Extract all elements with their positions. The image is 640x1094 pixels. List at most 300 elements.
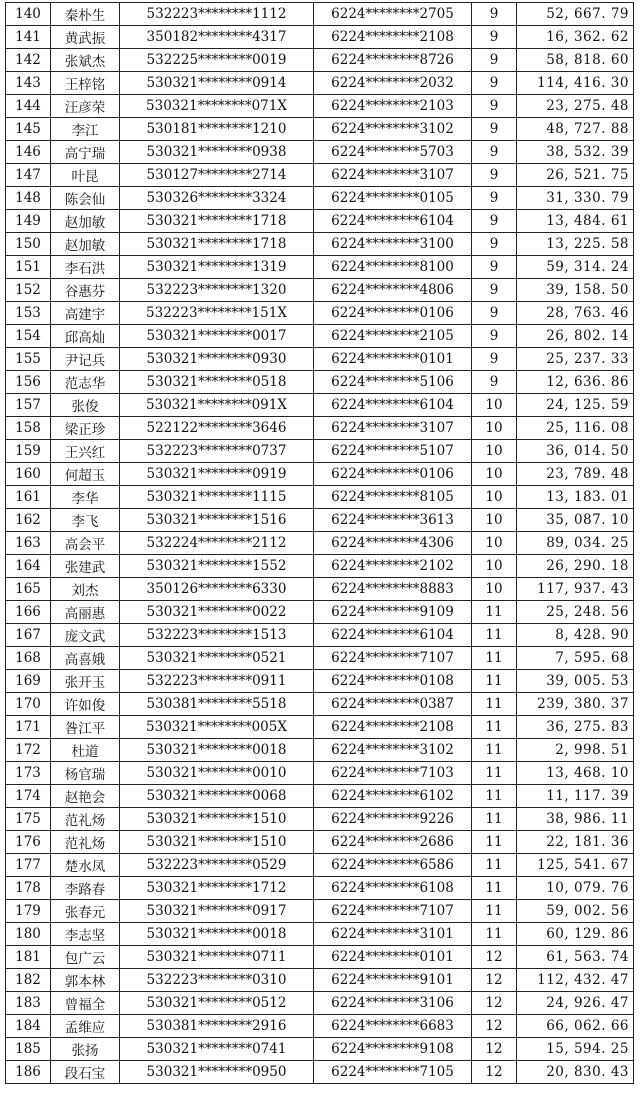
id-number-cell: 530381********2916 <box>120 1015 314 1038</box>
name-cell: 张开玉 <box>51 670 120 693</box>
amount-cell: 125, 541. 67 <box>517 854 634 877</box>
amount-cell: 112, 432. 47 <box>517 969 634 992</box>
row-number-cell: 170 <box>6 693 51 716</box>
amount-cell: 26, 802. 14 <box>517 325 634 348</box>
amount-cell: 66, 062. 66 <box>517 1015 634 1038</box>
table-row <box>6 371 634 394</box>
amount-cell: 38, 986. 11 <box>517 808 634 831</box>
name-cell: 高丽惠 <box>51 601 120 624</box>
row-number-cell: 146 <box>6 141 51 164</box>
table-row <box>6 164 634 187</box>
table-row <box>6 26 634 49</box>
amount-cell: 11, 117. 39 <box>517 785 634 808</box>
card-number-cell: 6224********4306 <box>314 532 472 555</box>
id-number-cell: 530321********1718 <box>120 233 314 256</box>
name-cell: 赵加敏 <box>51 210 120 233</box>
table-row <box>6 486 634 509</box>
id-number-cell: 530326********3324 <box>120 187 314 210</box>
table-row <box>6 992 634 1015</box>
amount-cell: 25, 248. 56 <box>517 601 634 624</box>
amount-cell: 13, 225. 58 <box>517 233 634 256</box>
table-row <box>6 1038 634 1061</box>
batch-cell: 10 <box>472 532 517 555</box>
row-number-cell: 173 <box>6 762 51 785</box>
amount-cell: 25, 237. 33 <box>517 348 634 371</box>
table-row <box>6 808 634 831</box>
table-row <box>6 877 634 900</box>
amount-cell: 36, 275. 83 <box>517 716 634 739</box>
batch-cell: 10 <box>472 509 517 532</box>
batch-cell: 11 <box>472 877 517 900</box>
row-number-cell: 141 <box>6 26 51 49</box>
batch-cell: 9 <box>472 302 517 325</box>
id-number-cell: 532223********151X <box>120 302 314 325</box>
amount-cell: 24, 125. 59 <box>517 394 634 417</box>
amount-cell: 59, 002. 56 <box>517 900 634 923</box>
amount-cell: 26, 521. 75 <box>517 164 634 187</box>
id-number-cell: 530321********1510 <box>120 808 314 831</box>
id-number-cell: 530321********0914 <box>120 72 314 95</box>
table-body <box>6 3 634 1084</box>
batch-cell: 11 <box>472 624 517 647</box>
table-row <box>6 716 634 739</box>
card-number-cell: 6224********6586 <box>314 854 472 877</box>
id-number-cell: 530321********1552 <box>120 555 314 578</box>
amount-cell: 239, 380. 37 <box>517 693 634 716</box>
row-number-cell: 172 <box>6 739 51 762</box>
amount-cell: 59, 314. 24 <box>517 256 634 279</box>
row-number-cell: 168 <box>6 647 51 670</box>
payment-table <box>5 2 634 1084</box>
batch-cell: 9 <box>472 72 517 95</box>
name-cell: 范礼炀 <box>51 808 120 831</box>
table-row <box>6 118 634 141</box>
amount-cell: 2, 998. 51 <box>517 739 634 762</box>
card-number-cell: 6224********9108 <box>314 1038 472 1061</box>
name-cell: 谷惠芬 <box>51 279 120 302</box>
row-number-cell: 164 <box>6 555 51 578</box>
amount-cell: 31, 330. 79 <box>517 187 634 210</box>
batch-cell: 11 <box>472 808 517 831</box>
name-cell: 李石洪 <box>51 256 120 279</box>
name-cell: 杨官瑞 <box>51 762 120 785</box>
table-row <box>6 187 634 210</box>
name-cell: 昝江平 <box>51 716 120 739</box>
id-number-cell: 530321********1712 <box>120 877 314 900</box>
id-number-cell: 532223********0911 <box>120 670 314 693</box>
table-row <box>6 325 634 348</box>
card-number-cell: 6224********2105 <box>314 325 472 348</box>
row-number-cell: 186 <box>6 1061 51 1084</box>
id-number-cell: 530321********0518 <box>120 371 314 394</box>
batch-cell: 9 <box>472 95 517 118</box>
id-number-cell: 530321********1516 <box>120 509 314 532</box>
row-number-cell: 152 <box>6 279 51 302</box>
id-number-cell: 530321********091X <box>120 394 314 417</box>
batch-cell: 10 <box>472 555 517 578</box>
name-cell: 曾福全 <box>51 992 120 1015</box>
row-number-cell: 144 <box>6 95 51 118</box>
id-number-cell: 530321********0521 <box>120 647 314 670</box>
name-cell: 赵加敏 <box>51 233 120 256</box>
table-row <box>6 1015 634 1038</box>
batch-cell: 9 <box>472 371 517 394</box>
batch-cell: 11 <box>472 785 517 808</box>
row-number-cell: 149 <box>6 210 51 233</box>
amount-cell: 13, 468. 10 <box>517 762 634 785</box>
id-number-cell: 530321********0938 <box>120 141 314 164</box>
id-number-cell: 530321********0068 <box>120 785 314 808</box>
amount-cell: 39, 005. 53 <box>517 670 634 693</box>
batch-cell: 9 <box>472 118 517 141</box>
id-number-cell: 532223********1513 <box>120 624 314 647</box>
row-number-cell: 157 <box>6 394 51 417</box>
amount-cell: 39, 158. 50 <box>517 279 634 302</box>
table-row <box>6 49 634 72</box>
card-number-cell: 6224********7105 <box>314 1061 472 1084</box>
name-cell: 刘杰 <box>51 578 120 601</box>
id-number-cell: 350182********4317 <box>120 26 314 49</box>
amount-cell: 13, 183. 01 <box>517 486 634 509</box>
id-number-cell: 530321********0741 <box>120 1038 314 1061</box>
card-number-cell: 6224********3613 <box>314 509 472 532</box>
card-number-cell: 6224********5106 <box>314 371 472 394</box>
card-number-cell: 6224********2705 <box>314 3 472 26</box>
id-number-cell: 532225********0019 <box>120 49 314 72</box>
row-number-cell: 153 <box>6 302 51 325</box>
id-number-cell: 522122********3646 <box>120 417 314 440</box>
row-number-cell: 178 <box>6 877 51 900</box>
amount-cell: 25, 116. 08 <box>517 417 634 440</box>
row-number-cell: 175 <box>6 808 51 831</box>
id-number-cell: 532223********0737 <box>120 440 314 463</box>
amount-cell: 10, 079. 76 <box>517 877 634 900</box>
batch-cell: 11 <box>472 923 517 946</box>
table-row <box>6 946 634 969</box>
name-cell: 杜道 <box>51 739 120 762</box>
amount-cell: 13, 484. 61 <box>517 210 634 233</box>
table-row <box>6 969 634 992</box>
name-cell: 梁正珍 <box>51 417 120 440</box>
row-number-cell: 183 <box>6 992 51 1015</box>
table-row <box>6 601 634 624</box>
table-row <box>6 463 634 486</box>
amount-cell: 12, 636. 86 <box>517 371 634 394</box>
table-row <box>6 417 634 440</box>
card-number-cell: 6224********7103 <box>314 762 472 785</box>
table-row <box>6 900 634 923</box>
row-number-cell: 176 <box>6 831 51 854</box>
row-number-cell: 142 <box>6 49 51 72</box>
table-row <box>6 762 634 785</box>
table-row <box>6 555 634 578</box>
id-number-cell: 530321********0018 <box>120 923 314 946</box>
row-number-cell: 180 <box>6 923 51 946</box>
card-number-cell: 6224********0101 <box>314 946 472 969</box>
card-number-cell: 6224********8726 <box>314 49 472 72</box>
id-number-cell: 530321********0711 <box>120 946 314 969</box>
table-row <box>6 72 634 95</box>
name-cell: 高喜娥 <box>51 647 120 670</box>
name-cell: 楚水凤 <box>51 854 120 877</box>
batch-cell: 12 <box>472 1038 517 1061</box>
row-number-cell: 182 <box>6 969 51 992</box>
batch-cell: 9 <box>472 210 517 233</box>
name-cell: 李志坚 <box>51 923 120 946</box>
name-cell: 张斌杰 <box>51 49 120 72</box>
name-cell: 邱高灿 <box>51 325 120 348</box>
batch-cell: 11 <box>472 670 517 693</box>
id-number-cell: 350126********6330 <box>120 578 314 601</box>
amount-cell: 117, 937. 43 <box>517 578 634 601</box>
amount-cell: 24, 926. 47 <box>517 992 634 1015</box>
amount-cell: 61, 563. 74 <box>517 946 634 969</box>
batch-cell: 9 <box>472 256 517 279</box>
card-number-cell: 6224********6102 <box>314 785 472 808</box>
card-number-cell: 6224********3102 <box>314 739 472 762</box>
name-cell: 陈会仙 <box>51 187 120 210</box>
table-row <box>6 256 634 279</box>
id-number-cell: 530321********0930 <box>120 348 314 371</box>
card-number-cell: 6224********9101 <box>314 969 472 992</box>
name-cell: 尹记兵 <box>51 348 120 371</box>
batch-cell: 12 <box>472 992 517 1015</box>
table-row <box>6 831 634 854</box>
table-row <box>6 302 634 325</box>
id-number-cell: 530321********0950 <box>120 1061 314 1084</box>
card-number-cell: 6224********6683 <box>314 1015 472 1038</box>
card-number-cell: 6224********3107 <box>314 417 472 440</box>
batch-cell: 9 <box>472 164 517 187</box>
row-number-cell: 171 <box>6 716 51 739</box>
row-number-cell: 179 <box>6 900 51 923</box>
name-cell: 李华 <box>51 486 120 509</box>
row-number-cell: 147 <box>6 164 51 187</box>
name-cell: 张扬 <box>51 1038 120 1061</box>
name-cell: 汪彦荣 <box>51 95 120 118</box>
name-cell: 何超玉 <box>51 463 120 486</box>
table-row <box>6 210 634 233</box>
row-number-cell: 181 <box>6 946 51 969</box>
amount-cell: 23, 275. 48 <box>517 95 634 118</box>
batch-cell: 10 <box>472 440 517 463</box>
card-number-cell: 6224********6104 <box>314 210 472 233</box>
name-cell: 高宁瑞 <box>51 141 120 164</box>
card-number-cell: 6224********6108 <box>314 877 472 900</box>
row-number-cell: 148 <box>6 187 51 210</box>
document-table-container <box>5 2 634 1084</box>
name-cell: 许如俊 <box>51 693 120 716</box>
name-cell: 范志华 <box>51 371 120 394</box>
card-number-cell: 6224********8883 <box>314 578 472 601</box>
batch-cell: 12 <box>472 946 517 969</box>
table-row <box>6 578 634 601</box>
id-number-cell: 530321********1115 <box>120 486 314 509</box>
name-cell: 范礼炀 <box>51 831 120 854</box>
id-number-cell: 530321********071X <box>120 95 314 118</box>
name-cell: 李飞 <box>51 509 120 532</box>
amount-cell: 20, 830. 43 <box>517 1061 634 1084</box>
card-number-cell: 6224********0108 <box>314 670 472 693</box>
batch-cell: 10 <box>472 578 517 601</box>
card-number-cell: 6224********5107 <box>314 440 472 463</box>
row-number-cell: 154 <box>6 325 51 348</box>
table-row <box>6 532 634 555</box>
name-cell: 郭本林 <box>51 969 120 992</box>
row-number-cell: 174 <box>6 785 51 808</box>
batch-cell: 11 <box>472 739 517 762</box>
row-number-cell: 169 <box>6 670 51 693</box>
batch-cell: 9 <box>472 279 517 302</box>
amount-cell: 8, 428. 90 <box>517 624 634 647</box>
id-number-cell: 530321********0010 <box>120 762 314 785</box>
batch-cell: 9 <box>472 26 517 49</box>
name-cell: 王兴红 <box>51 440 120 463</box>
table-row <box>6 95 634 118</box>
amount-cell: 22, 181. 36 <box>517 831 634 854</box>
row-number-cell: 161 <box>6 486 51 509</box>
card-number-cell: 6224********3106 <box>314 992 472 1015</box>
card-number-cell: 6224********3101 <box>314 923 472 946</box>
batch-cell: 11 <box>472 716 517 739</box>
row-number-cell: 158 <box>6 417 51 440</box>
table-row <box>6 739 634 762</box>
card-number-cell: 6224********0387 <box>314 693 472 716</box>
id-number-cell: 530321********1718 <box>120 210 314 233</box>
card-number-cell: 6224********8105 <box>314 486 472 509</box>
amount-cell: 15, 594. 25 <box>517 1038 634 1061</box>
row-number-cell: 155 <box>6 348 51 371</box>
card-number-cell: 6224********0106 <box>314 302 472 325</box>
name-cell: 段石宝 <box>51 1061 120 1084</box>
card-number-cell: 6224********8100 <box>314 256 472 279</box>
row-number-cell: 165 <box>6 578 51 601</box>
row-number-cell: 150 <box>6 233 51 256</box>
name-cell: 包广云 <box>51 946 120 969</box>
amount-cell: 23, 789. 48 <box>517 463 634 486</box>
row-number-cell: 151 <box>6 256 51 279</box>
row-number-cell: 160 <box>6 463 51 486</box>
card-number-cell: 6224********0106 <box>314 463 472 486</box>
name-cell: 李路春 <box>51 877 120 900</box>
row-number-cell: 184 <box>6 1015 51 1038</box>
row-number-cell: 156 <box>6 371 51 394</box>
amount-cell: 52, 667. 79 <box>517 3 634 26</box>
card-number-cell: 6224********2102 <box>314 555 472 578</box>
table-row <box>6 348 634 371</box>
batch-cell: 10 <box>472 417 517 440</box>
row-number-cell: 145 <box>6 118 51 141</box>
name-cell: 庞文武 <box>51 624 120 647</box>
table-row <box>6 141 634 164</box>
batch-cell: 9 <box>472 49 517 72</box>
batch-cell: 12 <box>472 1061 517 1084</box>
table-row <box>6 624 634 647</box>
card-number-cell: 6224********3100 <box>314 233 472 256</box>
batch-cell: 9 <box>472 233 517 256</box>
id-number-cell: 530127********2714 <box>120 164 314 187</box>
amount-cell: 48, 727. 88 <box>517 118 634 141</box>
batch-cell: 9 <box>472 348 517 371</box>
name-cell: 张俊 <box>51 394 120 417</box>
card-number-cell: 6224********3107 <box>314 164 472 187</box>
row-number-cell: 167 <box>6 624 51 647</box>
card-number-cell: 6224********7107 <box>314 900 472 923</box>
id-number-cell: 532223********0529 <box>120 854 314 877</box>
id-number-cell: 530181********1210 <box>120 118 314 141</box>
batch-cell: 9 <box>472 187 517 210</box>
batch-cell: 11 <box>472 831 517 854</box>
id-number-cell: 530321********0018 <box>120 739 314 762</box>
card-number-cell: 6224********5703 <box>314 141 472 164</box>
id-number-cell: 530321********1319 <box>120 256 314 279</box>
batch-cell: 10 <box>472 394 517 417</box>
batch-cell: 10 <box>472 486 517 509</box>
table-row <box>6 670 634 693</box>
amount-cell: 35, 087. 10 <box>517 509 634 532</box>
table-row <box>6 647 634 670</box>
card-number-cell: 6224********3102 <box>314 118 472 141</box>
amount-cell: 60, 129. 86 <box>517 923 634 946</box>
table-row <box>6 509 634 532</box>
card-number-cell: 6224********2032 <box>314 72 472 95</box>
name-cell: 孟维应 <box>51 1015 120 1038</box>
name-cell: 张建武 <box>51 555 120 578</box>
batch-cell: 10 <box>472 463 517 486</box>
id-number-cell: 530321********005X <box>120 716 314 739</box>
table-row <box>6 440 634 463</box>
card-number-cell: 6224********2108 <box>314 26 472 49</box>
name-cell: 李江 <box>51 118 120 141</box>
row-number-cell: 163 <box>6 532 51 555</box>
batch-cell: 12 <box>472 1015 517 1038</box>
batch-cell: 11 <box>472 762 517 785</box>
batch-cell: 11 <box>472 647 517 670</box>
amount-cell: 58, 818. 60 <box>517 49 634 72</box>
id-number-cell: 532223********1320 <box>120 279 314 302</box>
row-number-cell: 185 <box>6 1038 51 1061</box>
amount-cell: 26, 290. 18 <box>517 555 634 578</box>
id-number-cell: 530321********0917 <box>120 900 314 923</box>
amount-cell: 89, 034. 25 <box>517 532 634 555</box>
batch-cell: 9 <box>472 325 517 348</box>
table-row <box>6 693 634 716</box>
name-cell: 高建宇 <box>51 302 120 325</box>
id-number-cell: 530381********5518 <box>120 693 314 716</box>
card-number-cell: 6224********9226 <box>314 808 472 831</box>
row-number-cell: 143 <box>6 72 51 95</box>
name-cell: 叶昆 <box>51 164 120 187</box>
name-cell: 高会平 <box>51 532 120 555</box>
card-number-cell: 6224********2108 <box>314 716 472 739</box>
amount-cell: 16, 362. 62 <box>517 26 634 49</box>
card-number-cell: 6224********0101 <box>314 348 472 371</box>
name-cell: 秦朴生 <box>51 3 120 26</box>
amount-cell: 28, 763. 46 <box>517 302 634 325</box>
amount-cell: 36, 014. 50 <box>517 440 634 463</box>
card-number-cell: 6224********0105 <box>314 187 472 210</box>
name-cell: 王梓铭 <box>51 72 120 95</box>
card-number-cell: 6224********4806 <box>314 279 472 302</box>
card-number-cell: 6224********7107 <box>314 647 472 670</box>
amount-cell: 114, 416. 30 <box>517 72 634 95</box>
batch-cell: 11 <box>472 693 517 716</box>
card-number-cell: 6224********9109 <box>314 601 472 624</box>
card-number-cell: 6224********6104 <box>314 394 472 417</box>
table-row <box>6 854 634 877</box>
id-number-cell: 530321********0022 <box>120 601 314 624</box>
amount-cell: 7, 595. 68 <box>517 647 634 670</box>
